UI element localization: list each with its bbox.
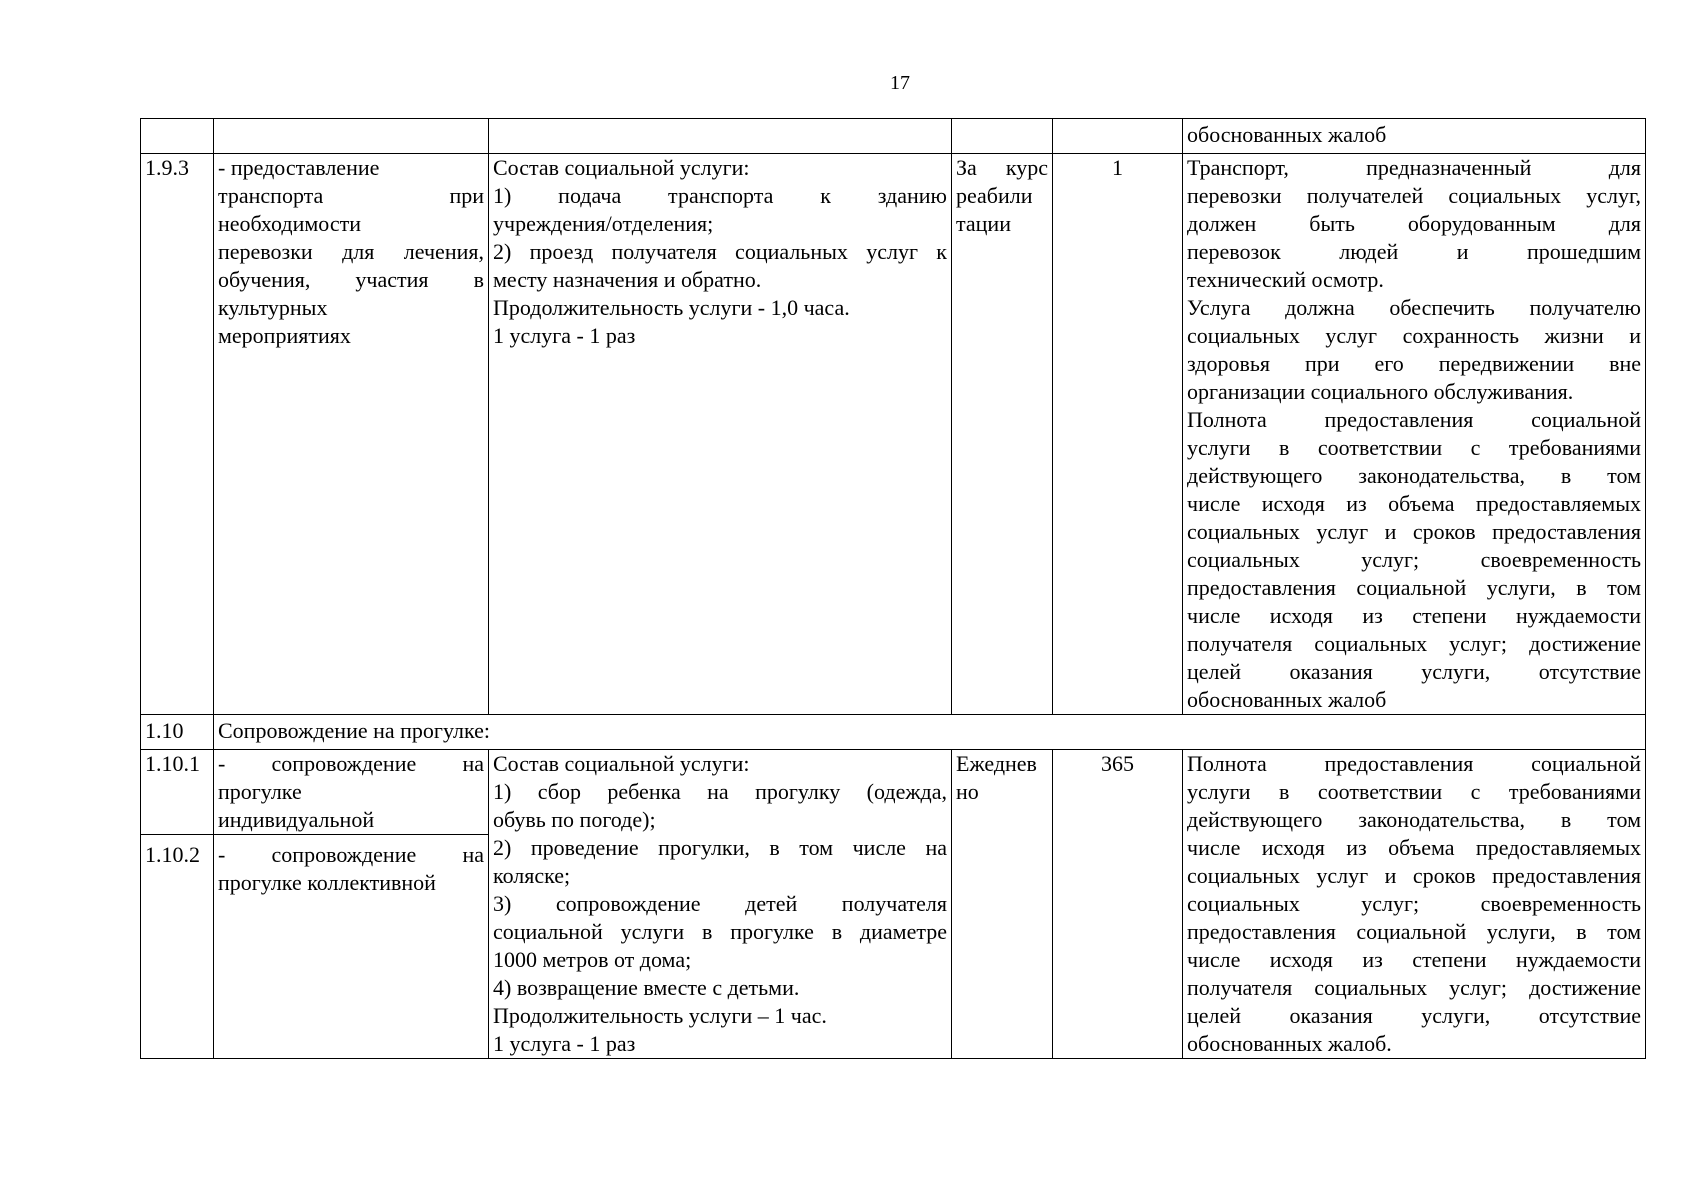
- cell-count: [1053, 119, 1183, 154]
- cond-line: социальных услуг и сроков предоставления: [1187, 519, 1641, 544]
- desc-line: 2) проведение прогулки, в том числе на: [493, 835, 947, 860]
- cond-line: получателя социальных услуг; достижение: [1187, 975, 1641, 1000]
- name-line: транспорта при: [218, 183, 484, 208]
- service-description: [489, 154, 952, 715]
- service-count: 1: [1053, 154, 1183, 715]
- cond-line: социальных услуг сохранность жизни и: [1187, 323, 1641, 348]
- cond-line: Полнота предоставления социальной: [1187, 407, 1641, 432]
- cond-line: действующего законодательства, в том: [1187, 463, 1641, 488]
- table-row-1-10-1: [141, 750, 1646, 835]
- cond-line: здоровья при его передвижении вне: [1187, 351, 1641, 376]
- desc-line: Продолжительность услуги – 1 час.: [493, 1003, 827, 1028]
- desc-line: коляске;: [493, 863, 571, 888]
- service-conditions: [1183, 750, 1646, 1059]
- cell-name: [214, 119, 489, 154]
- desc-line: 1) сбор ребенка на прогулку (одежда,: [493, 779, 947, 804]
- cond-line: обоснованных жалоб: [1187, 687, 1387, 712]
- cond-line: Транспорт, предназначенный для: [1187, 155, 1641, 180]
- cond-line: действующего законодательства, в том: [1187, 807, 1641, 832]
- name-line: перевозки для лечения,: [218, 239, 484, 264]
- period-line: реабили: [956, 183, 1033, 208]
- page-number: 17: [890, 72, 910, 94]
- cond-line: числе исходя из степени нуждаемости: [1187, 603, 1641, 628]
- cond-line: получателя социальных услуг; достижение: [1187, 631, 1641, 656]
- period-line: За курс: [956, 155, 1048, 180]
- section-title: Сопровождение на прогулке:: [214, 715, 1646, 750]
- name-line: культурных: [218, 295, 328, 320]
- cond-line: услуги в соответствии с требованиями: [1187, 435, 1641, 460]
- cond-line: обоснованных жалоб.: [1187, 1031, 1392, 1056]
- desc-line: 1 услуга - 1 раз: [493, 323, 636, 348]
- desc-line: Состав социальной услуги:: [493, 751, 750, 776]
- desc-line: социальной услуги в прогулке в диаметре: [493, 919, 947, 944]
- name-line: индивидуальной: [218, 807, 375, 832]
- cell-description: [489, 119, 952, 154]
- cond-line: числе исходя из объема предоставляемых: [1187, 491, 1641, 516]
- service-period: [952, 154, 1053, 715]
- cond-line: предоставления социальной услуги, в том: [1187, 575, 1641, 600]
- desc-line: 3) сопровождение детей получателя: [493, 891, 947, 916]
- table-row-continuation: [141, 119, 1646, 154]
- desc-line: учреждения/отделения;: [493, 211, 714, 236]
- desc-line: 1 услуга - 1 раз: [493, 1031, 636, 1056]
- desc-line: 2) проезд получателя социальных услуг к: [493, 239, 947, 264]
- cond-line: социальных услуг и сроков предоставления: [1187, 863, 1641, 888]
- cond-line: перевозок людей и прошедшим: [1187, 239, 1641, 264]
- cell-conditions: [1183, 119, 1646, 154]
- cond-line: целей оказания услуги, отсутствие: [1187, 1003, 1641, 1028]
- desc-line: месту назначения и обратно.: [493, 267, 762, 292]
- cond-line: перевозки получателей социальных услуг,: [1187, 183, 1641, 208]
- table-row-1-9-3: [141, 154, 1646, 715]
- row-number: 1.10: [141, 715, 214, 750]
- service-name: [214, 835, 489, 1059]
- desc-line: Состав социальной услуги:: [493, 155, 750, 180]
- cond-line: организации социального обслуживания.: [1187, 379, 1574, 404]
- table-row-1-10: [141, 715, 1646, 750]
- name-line: - сопровождение на: [218, 751, 484, 776]
- cond-line: социальных услуг; своевременность: [1187, 891, 1641, 916]
- desc-line: Продолжительность услуги - 1,0 часа.: [493, 295, 850, 320]
- services-table: [140, 118, 1646, 1059]
- desc-line: 1000 метров от дома;: [493, 947, 692, 972]
- service-name: [214, 750, 489, 835]
- period-line: но: [956, 779, 979, 804]
- row-number: 1.9.3: [141, 154, 214, 715]
- cell-period: [952, 119, 1053, 154]
- name-line: необходимости: [218, 211, 362, 236]
- service-period: [952, 750, 1053, 1059]
- desc-line: обувь по погоде);: [493, 807, 656, 832]
- name-line: прогулке коллективной: [218, 870, 436, 895]
- period-line: Ежеднев: [956, 751, 1037, 776]
- cond-line: должен быть оборудованным для: [1187, 211, 1641, 236]
- cell-num: [141, 119, 214, 154]
- name-line: мероприятиях: [218, 323, 351, 348]
- desc-line: 1) подача транспорта к зданию: [493, 183, 947, 208]
- row-number: 1.10.2: [141, 835, 214, 1059]
- service-conditions: [1183, 154, 1646, 715]
- conditions-text: обоснованных жалоб: [1187, 122, 1387, 147]
- period-line: тации: [956, 211, 1011, 236]
- cond-line: числе исходя из степени нуждаемости: [1187, 947, 1641, 972]
- name-line: обучения, участия в: [218, 267, 484, 292]
- service-count: 365: [1053, 750, 1183, 1059]
- cond-line: технический осмотр.: [1187, 267, 1384, 292]
- service-name: [214, 154, 489, 715]
- cond-line: социальных услуг; своевременность: [1187, 547, 1641, 572]
- desc-line: 4) возвращение вместе с детьми.: [493, 975, 800, 1000]
- cond-line: Услуга должна обеспечить получателю: [1187, 295, 1641, 320]
- cond-line: Полнота предоставления социальной: [1187, 751, 1641, 776]
- name-line: - сопровождение на: [218, 842, 484, 867]
- name-line: - предоставление: [218, 155, 380, 180]
- cond-line: целей оказания услуги, отсутствие: [1187, 659, 1641, 684]
- cond-line: числе исходя из объема предоставляемых: [1187, 835, 1641, 860]
- cond-line: предоставления социальной услуги, в том: [1187, 919, 1641, 944]
- row-number: 1.10.1: [141, 750, 214, 835]
- cond-line: услуги в соответствии с требованиями: [1187, 779, 1641, 804]
- service-description: [489, 750, 952, 1059]
- name-line: прогулке: [218, 779, 302, 804]
